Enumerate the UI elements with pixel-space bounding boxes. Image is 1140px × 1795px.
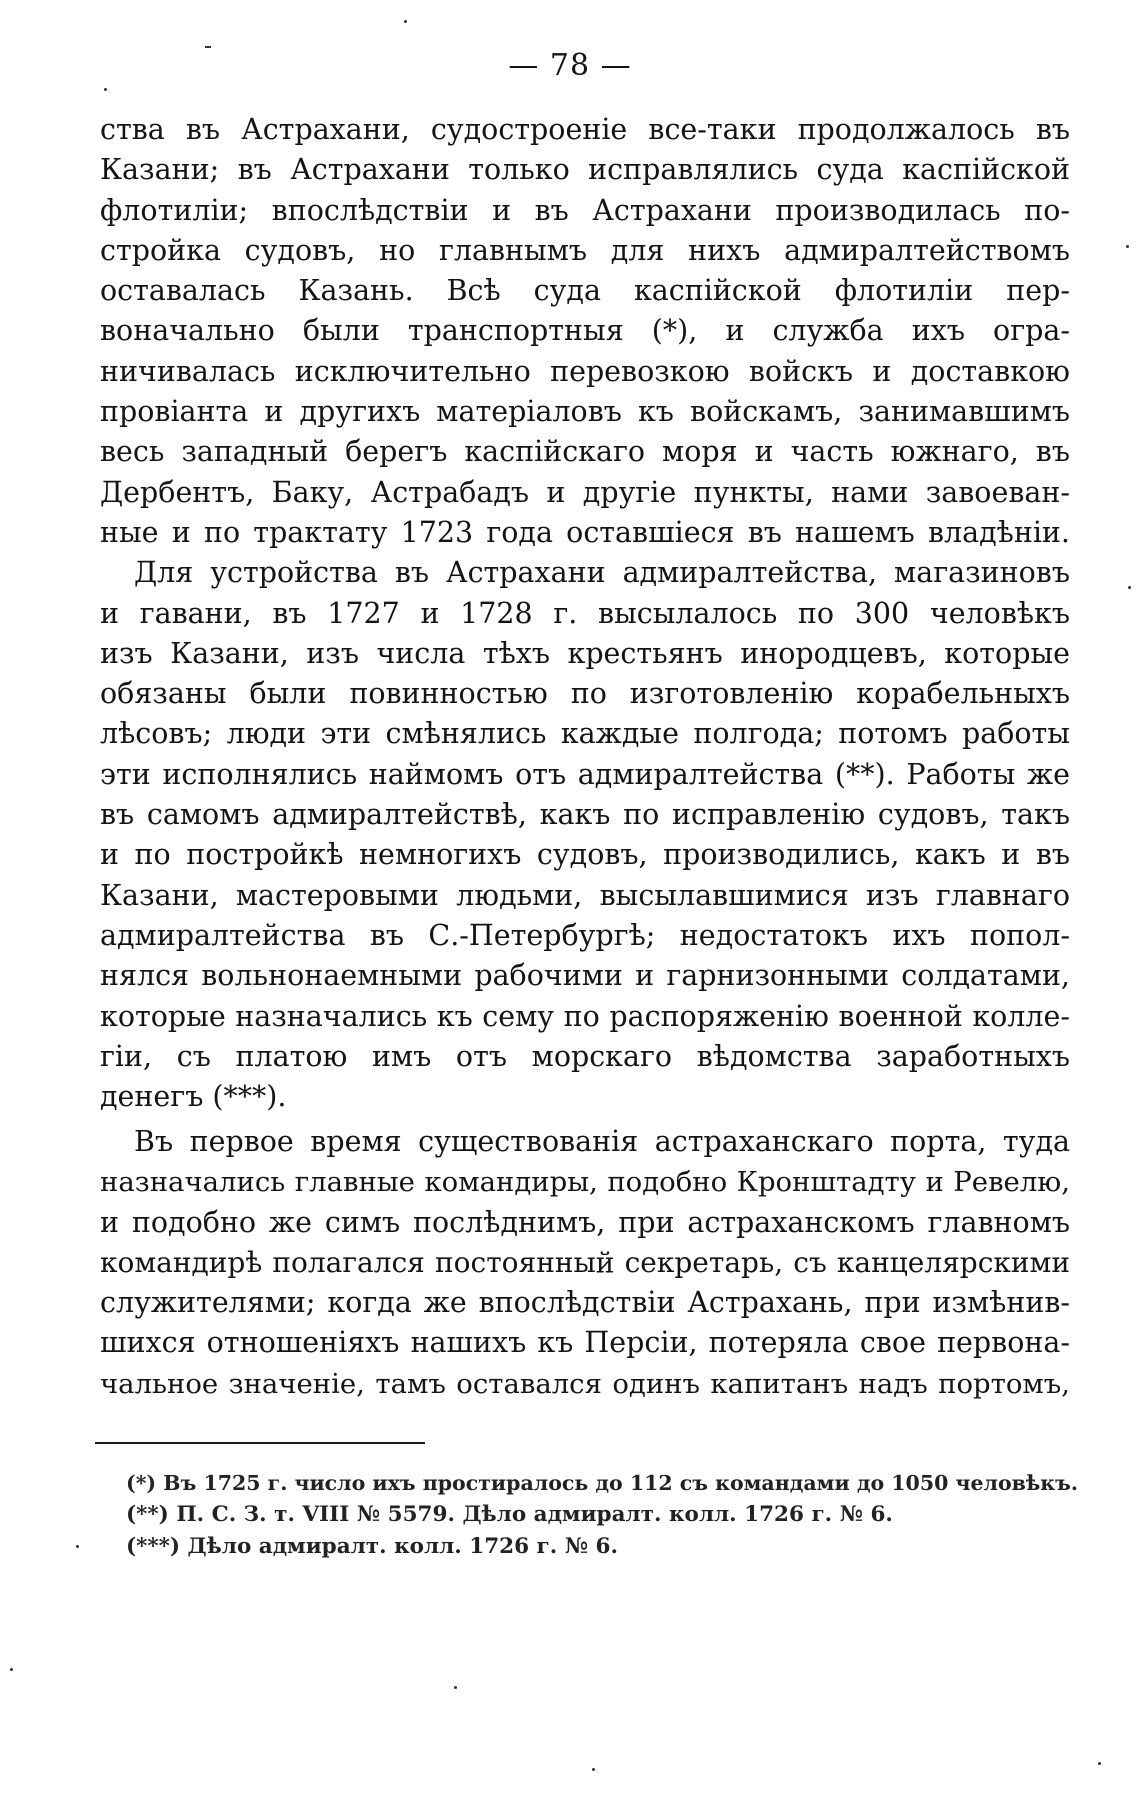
text-line: чальное значеніе, тамъ оставался одинъ капитанъ надъ портомъ, [100, 1367, 1070, 1400]
text-line: провіанта и другихъ матеріаловъ къ войскамъ, занимавшимъ [100, 395, 1070, 429]
text-line: ничивалась исключительно перевозкою войскъ и доставкою [100, 354, 1070, 388]
text-line: весь западный берегъ каспійскаго моря и часть южнаго, въ [100, 435, 1070, 469]
scan-speck [454, 1686, 457, 1689]
scan-speck [1098, 1762, 1101, 1765]
footnote: (*) Въ 1725 г. число ихъ простиралось до 112 съ командами до 1050 человѣкъ. [126, 1471, 1078, 1495]
text-line: и гавани, въ 1727 и 1728 г. высылалось по 300 человѣкъ [100, 596, 1070, 630]
text-line: ства въ Астрахани, судостроеніе все-таки продолжалось въ [100, 113, 1070, 146]
paragraph-1 [100, 110, 1070, 1117]
footnotes [126, 1467, 1086, 1563]
text-line: служителями; когда же впослѣдствіи Астрахань, при измѣнив- [100, 1286, 1070, 1320]
footnote: (***) Дѣло адмиралт. колл. 1726 г. № 6. [126, 1534, 619, 1559]
text-line: оставалась Казань. Всѣ суда каспійской флотиліи пер- [100, 274, 1070, 308]
paragraph-2 [100, 1122, 1070, 1404]
text-line: адмиралтейства въ С.-Петербургѣ; недостатокъ ихъ попол- [100, 918, 1070, 952]
scan-speck [205, 46, 211, 48]
scan-speck [592, 1768, 595, 1771]
scan-speck [404, 20, 407, 23]
footnote: (**) П. С. З. т. VIII № 5579. Дѣло адмиралт. колл. 1726 г. № 6. [126, 1502, 893, 1527]
text-line: Дербентъ, Баку, Астрабадъ и другіе пункты, нами завоеван- [100, 475, 1070, 509]
text-line: командирѣ полагался постоянный секретарь, съ канцелярскими [100, 1245, 1070, 1279]
scan-speck [76, 1545, 79, 1548]
text-line: нялся вольнонаемными рабочими и гарнизонными солдатами, [100, 959, 1070, 993]
text-line: и подобно же симъ послѣднимъ, при астраханскомъ главномъ [100, 1205, 1070, 1239]
text-line: назначались главные командиры, подобно Кронштадту и Ревелю, [100, 1166, 1070, 1199]
text-line: обязаны были повинностью по изготовленію корабельныхъ [100, 677, 1070, 711]
text-line: шихся отношеніяхъ нашихъ къ Персіи, потеряла свое первона- [100, 1326, 1070, 1360]
text-line: и по постройкѣ немногихъ судовъ, производились, какъ и въ [100, 838, 1070, 872]
text-line: въ самомъ адмиралтействѣ, какъ по исправленію судовъ, такъ [100, 798, 1070, 832]
scan-speck [104, 88, 107, 91]
footnote-divider [95, 1442, 425, 1444]
text-line: эти исполнялись наймомъ отъ адмиралтейства (**). Работы же [100, 757, 1070, 791]
scan-speck [1128, 586, 1131, 589]
text-line: Казани, мастеровыми людьми, высылавшимися изъ главнаго [100, 878, 1070, 912]
text-line: изъ Казани, изъ числа тѣхъ крестьянъ инородцевъ, которые [100, 636, 1070, 670]
scan-speck [1126, 245, 1129, 248]
text-line: Казани; въ Астрахани только исправлялись суда каспійской [100, 153, 1070, 187]
text-line: стройка судовъ, но главнымъ для нихъ адмиралтействомъ [100, 233, 1070, 267]
text-line: Въ первое время существованія астраханскаго порта, туда [134, 1125, 1070, 1158]
text-line: лѣсовъ; люди эти смѣнялись каждые полгода; потомъ работы [100, 717, 1070, 751]
text-line: Для устройства въ Астрахани адмиралтейства, магазиновъ [134, 556, 1070, 590]
text-line: ные и по трактату 1723 года оставшіеся въ нашемъ владѣніи. [100, 515, 1070, 549]
page-number: — 78 — [508, 48, 632, 83]
text-line: которые назначались къ сему по распоряженію военной колле- [100, 999, 1070, 1033]
text-line: флотиліи; впослѣдствіи и въ Астрахани производилась по- [100, 193, 1070, 227]
text-line: гіи, съ платою имъ отъ морскаго вѣдомства заработныхъ [100, 1039, 1070, 1073]
scan-speck [10, 1668, 13, 1671]
text-line: воначально были транспортныя (*), и служба ихъ огра- [100, 314, 1070, 348]
text-line: денегъ (***). [100, 1080, 287, 1114]
